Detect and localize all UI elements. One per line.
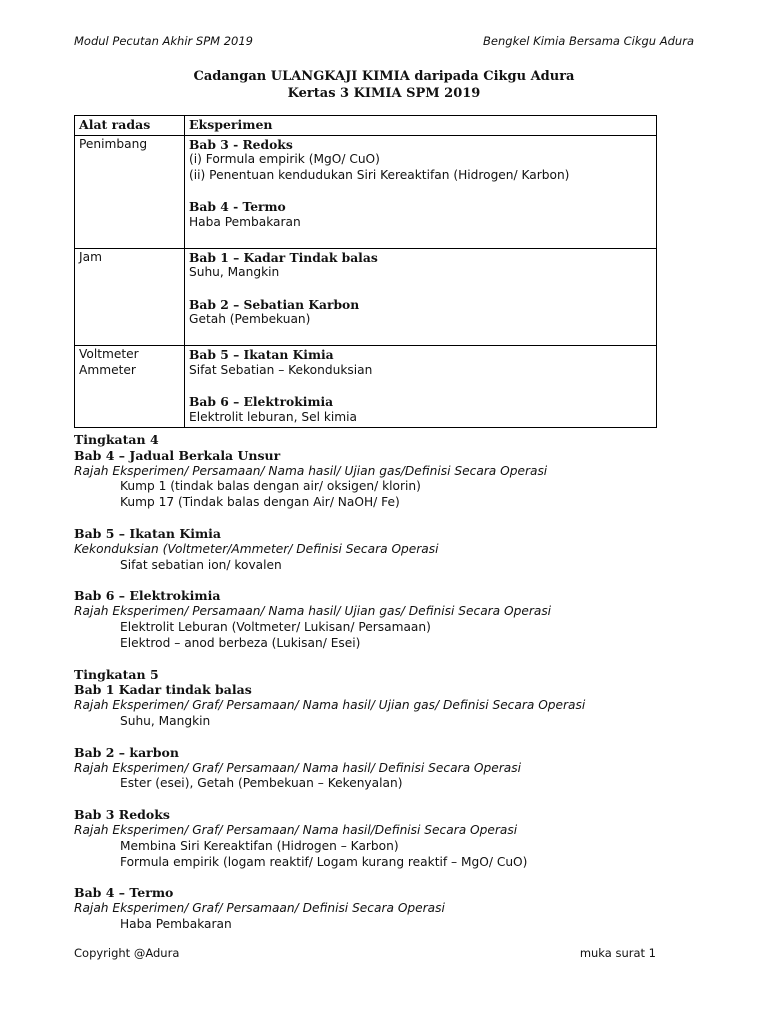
chapter-subtitle: Rajah Eksperimen/ Graf/ Persamaan/ Nama hasil/ Definisi Secara Operasi	[74, 760, 521, 775]
page-footer	[74, 946, 656, 960]
apparatus-cell	[75, 248, 185, 346]
chapter-subtitle: Kekonduksian (Voltmeter/Ammeter/ Definisi Secara Operasi	[74, 541, 439, 556]
copyright: Copyright @Adura	[74, 946, 180, 960]
list-item: Kump 1 (tindak balas dengan air/ oksigen/ klorin)	[120, 479, 421, 494]
chapter-title: Bab 5 – Ikatan Kimia	[189, 347, 334, 363]
section	[74, 432, 708, 511]
document-title	[0, 68, 768, 102]
list-item: Elektrod – anod berbeza (Lukisan/ Esei)	[120, 635, 361, 650]
experiment-item: (ii) Penentuan kendudukan Siri Kereaktifan (Hidrogen/ Karbon)	[189, 167, 570, 182]
list-item: Elektrolit Leburan (Voltmeter/ Lukisan/ Persamaan)	[120, 619, 431, 634]
apparatus-table	[74, 115, 657, 428]
list-item: Kump 17 (Tindak balas dengan Air/ NaOH/ Fe)	[120, 495, 400, 510]
list-item: Sifat sebatian ion/ kovalen	[120, 557, 282, 572]
section	[74, 588, 708, 651]
experiment-item: (i) Formula empirik (MgO/ CuO)	[189, 152, 380, 167]
level-heading: Tingkatan 5	[74, 666, 159, 682]
chapter-title: Bab 6 – Elektrokimia	[189, 394, 334, 410]
revision-list	[74, 432, 708, 948]
list-item: Membina Siri Kereaktifan (Hidrogen – Karbon)	[120, 838, 399, 853]
apparatus-name: Voltmeter	[79, 347, 139, 362]
experiment-item: Suhu, Mangkin	[189, 265, 280, 280]
chapter-heading: Bab 5 – Ikatan Kimia	[74, 525, 222, 541]
experiment-item: Haba Pembakaran	[189, 214, 301, 229]
chapter-title: Bab 1 – Kadar Tindak balas	[189, 249, 378, 265]
title-line-2: Kertas 3 KIMIA SPM 2019	[287, 86, 481, 101]
chapter-heading: Bab 6 – Elektrokimia	[74, 588, 221, 604]
section	[74, 885, 708, 932]
experiment-cell	[185, 248, 657, 346]
chapter-subtitle: Rajah Eksperimen/ Graf/ Persamaan/ Definisi Secara Operasi	[74, 901, 445, 916]
title-line-1: Cadangan ULANGKAJI KIMIA daripada Cikgu Adura	[193, 69, 575, 84]
section	[74, 745, 708, 792]
table-row	[75, 248, 657, 346]
table-row	[75, 346, 657, 428]
chapter-heading: Bab 3 Redoks	[74, 807, 170, 823]
chapter-heading: Bab 4 – Jadual Berkala Unsur	[74, 447, 281, 463]
header-experiment: Eksperimen	[185, 116, 657, 136]
apparatus-cell	[75, 346, 185, 428]
chapter-title: Bab 4 - Termo	[189, 198, 286, 214]
chapter-subtitle: Rajah Eksperimen/ Persamaan/ Nama hasil/ Ujian gas/ Definisi Secara Operasi	[74, 604, 552, 619]
header-apparatus: Alat radas	[75, 116, 185, 136]
list-item: Suhu, Mangkin	[120, 713, 211, 728]
chapter-subtitle: Rajah Eksperimen/ Persamaan/ Nama hasil/ Ujian gas/Definisi Secara Operasi	[74, 463, 548, 478]
experiment-item: Elektrolit leburan, Sel kimia	[189, 409, 358, 424]
chapter-heading: Bab 2 – karbon	[74, 744, 179, 760]
experiment-cell	[185, 135, 657, 248]
chapter-heading: Bab 4 – Termo	[74, 885, 174, 901]
section	[74, 526, 708, 573]
header-left: Modul Pecutan Akhir SPM 2019	[74, 34, 253, 48]
section	[74, 807, 708, 870]
page-header	[74, 34, 694, 48]
chapter-subtitle: Rajah Eksperimen/ Graf/ Persamaan/ Nama hasil/ Ujian gas/ Definisi Secara Operasi	[74, 698, 586, 713]
list-item: Ester (esei), Getah (Pembekuan – Kekenyalan)	[120, 776, 403, 791]
experiment-item: Getah (Pembekuan)	[189, 312, 311, 327]
experiment-cell	[185, 346, 657, 428]
apparatus-name: Jam	[79, 249, 102, 264]
apparatus-cell	[75, 135, 185, 248]
section	[74, 667, 708, 730]
chapter-title: Bab 3 - Redoks	[189, 136, 293, 152]
apparatus-name: Ammeter	[79, 362, 136, 377]
chapter-subtitle: Rajah Eksperimen/ Graf/ Persamaan/ Nama hasil/Definisi Secara Operasi	[74, 822, 518, 837]
chapter-title: Bab 2 – Sebatian Karbon	[189, 296, 360, 312]
experiment-item: Sifat Sebatian – Kekonduksian	[189, 362, 373, 377]
list-item: Haba Pembakaran	[120, 916, 232, 931]
table-header-row	[75, 116, 657, 136]
chapter-heading: Bab 1 Kadar tindak balas	[74, 682, 252, 698]
list-item: Formula empirik (logam reaktif/ Logam kurang reaktif – MgO/ CuO)	[120, 854, 528, 869]
header-right: Bengkel Kimia Bersama Cikgu Adura	[483, 34, 694, 48]
apparatus-name: Penimbang	[79, 136, 148, 151]
page-number: muka surat 1	[579, 946, 656, 960]
level-heading: Tingkatan 4	[74, 432, 159, 447]
table-row	[75, 135, 657, 248]
